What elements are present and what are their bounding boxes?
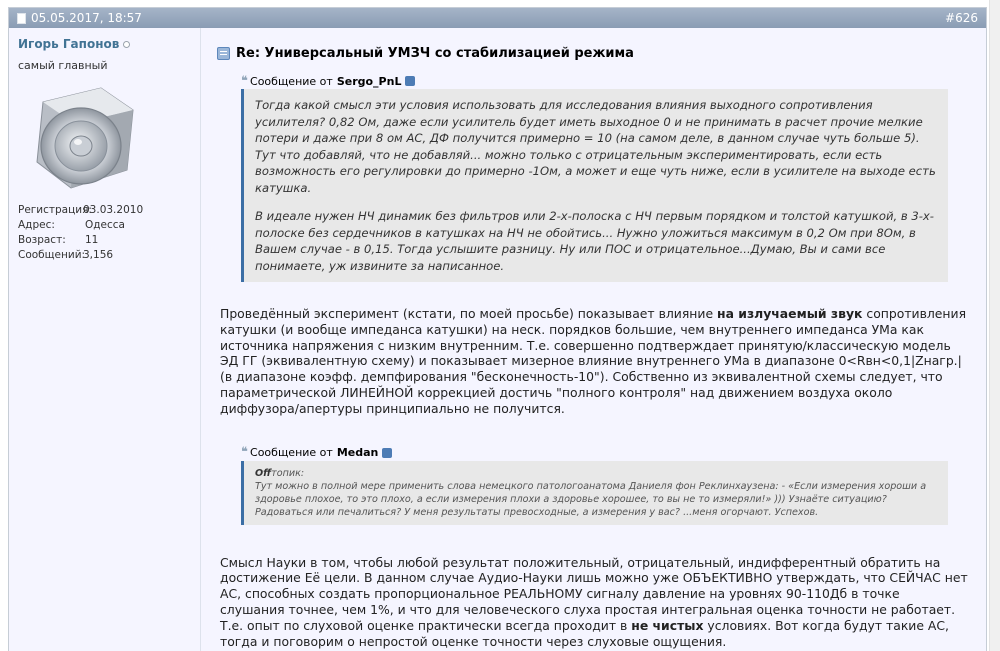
post-date-text: 05.05.2017, 18:57 — [31, 11, 142, 25]
quote-header — [241, 445, 948, 461]
stat-age: Возраст: 11 — [18, 234, 99, 246]
offtopic-text: Тут можно в полной мере применить слова немецкого патологоанатома Даниеля фон Реклинхаузена: - «Если измерения хороши а здоровье плохое, то это плохо, а если измерения плохи а здоровье хорошее, то вы не то измеряли!» ))) Узнаёте ситуацию? Радоваться или печалиться? У меня результаты превосходные, а измерения у вас? ...меня огорчают. Успехов. — [255, 480, 927, 518]
user-title: самый главный — [18, 59, 108, 72]
forum-post — [8, 7, 987, 651]
post-header — [9, 8, 986, 28]
quote-header — [241, 73, 948, 89]
username[interactable] — [18, 37, 191, 51]
quote-paragraph-1: Тогда какой смысл эти условия использовать для исследования влияния выходного сопротивления усилителя? 0,82 Ом, даже если усилитель будет иметь выходное 0 и не принимать в расчет прочие мелкие потери и даже при 8 ом АС, ДФ получится примерно = 10 (на самом деле, в данном случае чуть больше 5). Тут что добавляй, что не добавляй... можно только с отрицательным экспериментировать, если есть возможность его регулировки до примерно -1Ом, а может и еще чуть ниже, если в усилителе на выходе есть катушка. — [255, 98, 936, 195]
document-icon — [17, 13, 26, 24]
vertical-scrollbar[interactable] — [989, 0, 1000, 651]
quote-body — [241, 89, 948, 282]
post-title-text: Re: Универсальный УМЗЧ со стабилизацией режима — [236, 46, 634, 61]
post-content — [211, 28, 981, 649]
stat-posts: Сообщений: 3,156 — [18, 249, 114, 261]
post-date — [17, 8, 142, 28]
quote-author: Medan — [336, 446, 379, 460]
quote-prefix: Сообщение от — [250, 446, 333, 460]
view-post-icon[interactable] — [382, 448, 392, 458]
post-title — [217, 46, 981, 61]
username-text[interactable]: Игорь Гапонов — [18, 37, 120, 51]
offline-status-icon — [123, 41, 130, 48]
post-paragraph-2: Смысл Науки в том, чтобы любой результат положительный, отрицательный, индифферентный обратить на достижение Её цели. В данном случае Аудио-Науки лишь можно уже ОБЪЕКТИВНО утверждать, что СЕЙЧАС нет АС, способных создать пропорциональное РЕАЛЬНОМУ сигналу давление на уровнях 90-110Дб в точке слушания точнее, чем 1%, и что для человеческого слуха простая интегральная оценка точности не работает. Т.е. опыт по слуховой оценке практически всегда проходит в не чистых условиях. Вот когда будут такие АС, тогда и поговорим о непростой оценке точности через слуховые ощущения. — [220, 554, 968, 649]
quote-mark-icon: ❛❛ — [241, 73, 247, 89]
view-post-icon[interactable] — [405, 76, 415, 86]
quote-author: Sergo_PnL — [336, 74, 402, 88]
post-paragraph-1: Проведённый эксперимент (кстати, по моей просьбе) показывает влияние на излучаемый звук сопротивления катушки (и вообще импеданса катушки) на неск. порядков большие, чем внутреннего импеданса УМа как источника напряжения с низким внутренним. Т.е. совершенно подтверждает принятую/классическую модель ЭД ГГ (эквивалентную схему) и показывает мизерное влияние внутреннего УМа в диапазоне 0<Rвн<0,1|Zнагр.| (в диапазоне коэфф. демпфирования "бесконечность-10"). Собственно из эквивалентной схемы следует, что параметрической ЛИНЕЙНОЙ коррекцией достичь "полного контроля" над движением воздуха около диффузора/апертуры принципиально не получится. — [220, 306, 967, 416]
post-number-link[interactable]: #626 — [945, 11, 978, 25]
stat-registration: Регистрация: 03.03.2010 — [18, 204, 144, 216]
quote-mark-icon: ❛❛ — [241, 445, 247, 461]
avatar[interactable] — [23, 80, 153, 195]
quote-prefix: Сообщение от — [250, 74, 333, 88]
offtopic-label: Offтопик: — [255, 467, 305, 479]
user-info-panel — [9, 28, 201, 651]
quote-body — [241, 461, 948, 525]
user-stats — [18, 203, 191, 263]
quote-paragraph-2: В идеале нужен НЧ динамик без фильтров или 2-х-полоска с НЧ первым порядком и толстой катушкой, в 3-х-полоске без сердечников в катушках на НЧ не обойтись... Нужно уложиться максимум в 0,2 Ом при 8Ом, в Вашем случае - в 0,15. Тогда услышите разницу. Ну или ПОС и отрицательное...Думаю, Вы и сами все понимаете, уж извините за написанное. — [255, 209, 934, 273]
quote-medan — [241, 445, 948, 525]
post-title-icon — [217, 47, 230, 60]
stat-address: Адрес: Одесса — [18, 219, 125, 231]
quote-sergo — [241, 73, 948, 282]
speaker-avatar-icon — [23, 80, 153, 195]
